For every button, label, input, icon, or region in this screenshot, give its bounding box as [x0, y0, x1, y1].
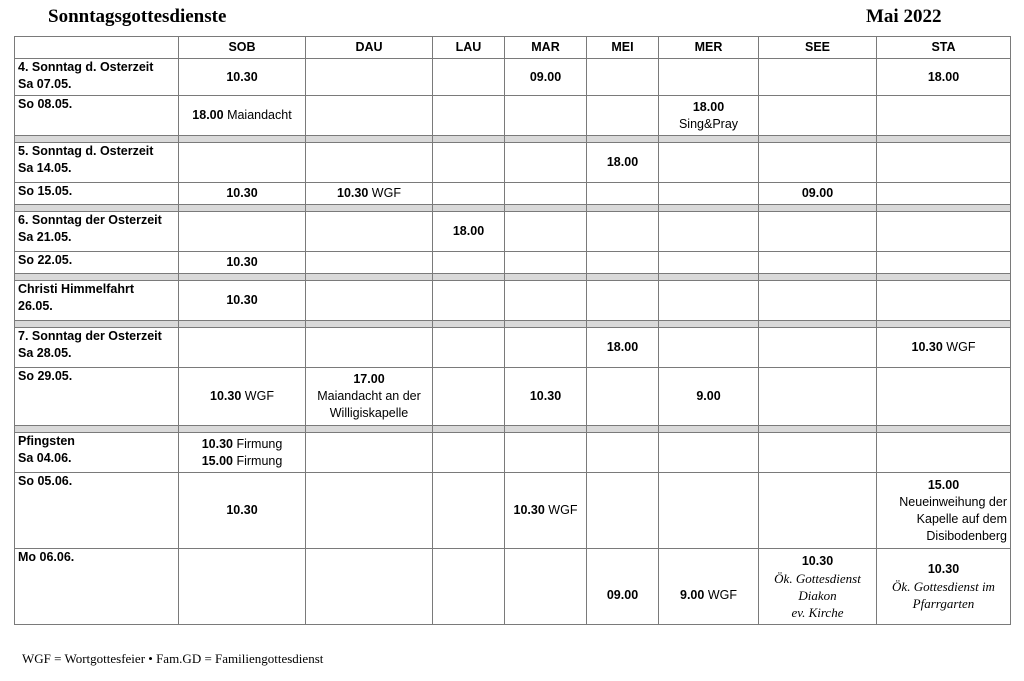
column-header: MER [659, 37, 759, 59]
service-cell [759, 212, 877, 252]
service-cell: 18.00 [587, 328, 659, 368]
service-cell: 10.30 [179, 59, 306, 96]
date-cell [15, 328, 179, 368]
header-row [15, 37, 1011, 59]
service-cell: 18.00 [587, 143, 659, 183]
service-cell [179, 96, 306, 136]
service-cell [505, 183, 587, 205]
service-cell [306, 59, 433, 96]
service-cell [306, 96, 433, 136]
service-cell [587, 96, 659, 136]
service-time: 10.30 [513, 503, 545, 517]
service-cell [877, 183, 1011, 205]
service-cell [505, 549, 587, 625]
service-cell [179, 328, 306, 368]
service-cell [306, 143, 433, 183]
day-title: 4. Sonntag d. Osterzeit [18, 60, 154, 74]
week-separator [15, 136, 1011, 143]
service-cell: 09.00 [759, 183, 877, 205]
day-date: Sa 21.05. [18, 230, 72, 244]
table-row [15, 281, 1011, 321]
service-time: 10.30 [801, 553, 834, 568]
service-cell: 9.00 [659, 368, 759, 426]
table-row [15, 96, 1011, 136]
service-cell [505, 281, 587, 321]
service-cell [759, 96, 877, 136]
service-time: 18.00 [192, 108, 224, 122]
service-time: 15.00 [201, 453, 233, 468]
date-cell: So 05.06. [15, 473, 179, 549]
service-note: WGF [371, 186, 401, 200]
service-cell [877, 368, 1011, 426]
table-row [15, 252, 1011, 274]
service-cell: 09.00 [587, 549, 659, 625]
service-note: Willigiskapelle [329, 406, 409, 420]
service-cell [587, 368, 659, 426]
service-cell [587, 433, 659, 473]
service-cell: 10.30 [179, 473, 306, 549]
date-cell: So 08.05. [15, 96, 179, 136]
table-row [15, 212, 1011, 252]
service-note: Neueinweihung der [899, 494, 1007, 509]
service-cell [659, 96, 759, 136]
service-note: Ök. Gottesdienst im [892, 579, 995, 594]
service-cell [505, 143, 587, 183]
service-note: ev. Kirche [791, 604, 844, 620]
service-note: Maiandacht [227, 108, 292, 122]
service-cell [306, 281, 433, 321]
service-cell [179, 433, 306, 473]
service-cell: 10.30 [179, 252, 306, 274]
legend-footer: WGF = Wortgottesfeier • Fam.GD = Familiengottesdienst [22, 651, 324, 666]
service-cell [505, 328, 587, 368]
service-time: 17.00 [353, 372, 385, 386]
service-cell [306, 183, 433, 205]
service-cell [877, 473, 1011, 549]
day-title: 5. Sonntag d. Osterzeit [18, 144, 154, 158]
service-note: WGF [244, 389, 274, 403]
service-note: Kapelle auf dem [916, 511, 1007, 526]
service-cell [877, 549, 1011, 625]
column-header: DAU [306, 37, 433, 59]
service-cell: 10.30 [179, 183, 306, 205]
week-separator [15, 274, 1011, 281]
service-time: 10.30 [210, 389, 242, 403]
service-time: 10.30 [927, 562, 960, 576]
service-cell [306, 328, 433, 368]
service-note: Ök. Gottesdienst [774, 570, 861, 586]
service-cell [659, 433, 759, 473]
service-cell [587, 281, 659, 321]
table-row [15, 473, 1011, 549]
date-cell [15, 281, 179, 321]
table-row [15, 59, 1011, 96]
service-cell [759, 252, 877, 274]
service-cell [179, 143, 306, 183]
service-cell [659, 212, 759, 252]
service-cell [306, 433, 433, 473]
service-cell: 18.00 [433, 212, 505, 252]
date-cell [15, 212, 179, 252]
service-note: Pfarrgarten [912, 596, 975, 611]
service-cell [877, 433, 1011, 473]
column-header: SEE [759, 37, 877, 59]
day-date: Sa 04.06. [18, 451, 72, 465]
service-time: 15.00 [927, 477, 960, 492]
service-cell [505, 473, 587, 549]
day-date: Sa 07.05. [18, 77, 72, 91]
day-date: Sa 14.05. [18, 161, 72, 175]
service-cell [877, 281, 1011, 321]
service-note: Sing&Pray [678, 116, 739, 131]
day-title: Christi Himmelfahrt [18, 282, 134, 296]
column-header: MEI [587, 37, 659, 59]
page-title: Sonntagsgottesdienste [48, 6, 227, 27]
service-note: Firmung [236, 436, 283, 451]
service-cell [759, 473, 877, 549]
table-row [15, 183, 1011, 205]
service-cell [877, 212, 1011, 252]
week-separator [15, 321, 1011, 328]
service-cell [759, 328, 877, 368]
service-cell [306, 549, 433, 625]
schedule-table [14, 36, 1011, 625]
service-cell: 10.30 [505, 368, 587, 426]
column-header: LAU [433, 37, 505, 59]
service-cell [587, 252, 659, 274]
table-row [15, 433, 1011, 473]
service-cell [505, 252, 587, 274]
service-note: WGF [548, 503, 578, 517]
service-cell [179, 212, 306, 252]
service-cell: 18.00 [877, 59, 1011, 96]
service-cell [433, 183, 505, 205]
service-cell [659, 59, 759, 96]
month-label: Mai 2022 [866, 6, 942, 27]
day-title: Pfingsten [18, 434, 75, 448]
day-date: 26.05. [18, 299, 53, 313]
service-cell [505, 212, 587, 252]
service-cell [877, 328, 1011, 368]
service-cell [433, 281, 505, 321]
service-note: Firmung [236, 453, 283, 468]
service-cell [759, 433, 877, 473]
date-cell [15, 143, 179, 183]
service-cell [659, 281, 759, 321]
week-separator [15, 426, 1011, 433]
service-time: 9.00 [680, 588, 705, 602]
service-cell [659, 549, 759, 625]
service-cell: 10.30 [179, 281, 306, 321]
service-time: 10.30 [911, 340, 943, 354]
table-row [15, 549, 1011, 625]
service-time: 10.30 [201, 436, 233, 451]
date-cell [15, 59, 179, 96]
service-cell [306, 212, 433, 252]
service-cell [877, 252, 1011, 274]
week-separator [15, 205, 1011, 212]
service-cell [505, 433, 587, 473]
service-cell [179, 368, 306, 426]
service-cell [433, 549, 505, 625]
service-note: Maiandacht an der [317, 389, 421, 403]
table-row [15, 328, 1011, 368]
service-cell: 09.00 [505, 59, 587, 96]
service-cell [433, 143, 505, 183]
date-cell: So 29.05. [15, 368, 179, 426]
date-cell: Mo 06.06. [15, 549, 179, 625]
column-header: SOB [179, 37, 306, 59]
service-cell [587, 212, 659, 252]
service-cell [659, 143, 759, 183]
date-cell: So 22.05. [15, 252, 179, 274]
service-cell [659, 183, 759, 205]
service-cell [505, 96, 587, 136]
service-cell [587, 473, 659, 549]
service-cell [659, 328, 759, 368]
table-row [15, 368, 1011, 426]
service-note: Disibodenberg [926, 528, 1007, 543]
service-cell [179, 549, 306, 625]
service-cell [877, 96, 1011, 136]
service-cell [306, 252, 433, 274]
day-date: Sa 28.05. [18, 346, 72, 360]
service-cell [759, 549, 877, 625]
header-corner [15, 37, 179, 59]
service-note: WGF [946, 340, 976, 354]
service-cell [433, 59, 505, 96]
service-cell [659, 473, 759, 549]
service-note: WGF [707, 588, 737, 602]
service-time: 10.30 [337, 186, 369, 200]
service-cell [877, 143, 1011, 183]
service-cell [433, 473, 505, 549]
service-cell [433, 368, 505, 426]
service-cell [433, 96, 505, 136]
table-row [15, 143, 1011, 183]
service-cell [587, 59, 659, 96]
service-cell [659, 252, 759, 274]
service-cell [759, 281, 877, 321]
day-title: 6. Sonntag der Osterzeit [18, 213, 162, 227]
date-cell [15, 433, 179, 473]
service-time: 18.00 [692, 99, 725, 114]
service-cell [433, 252, 505, 274]
day-title: 7. Sonntag der Osterzeit [18, 329, 162, 343]
service-cell [433, 433, 505, 473]
column-header: MAR [505, 37, 587, 59]
service-cell [759, 368, 877, 426]
column-header: STA [877, 37, 1011, 59]
date-cell: So 15.05. [15, 183, 179, 205]
service-cell [433, 328, 505, 368]
service-cell [759, 59, 877, 96]
service-cell [306, 473, 433, 549]
service-cell [759, 143, 877, 183]
service-cell [306, 368, 433, 426]
service-cell [587, 183, 659, 205]
service-note: Diakon [798, 587, 837, 603]
